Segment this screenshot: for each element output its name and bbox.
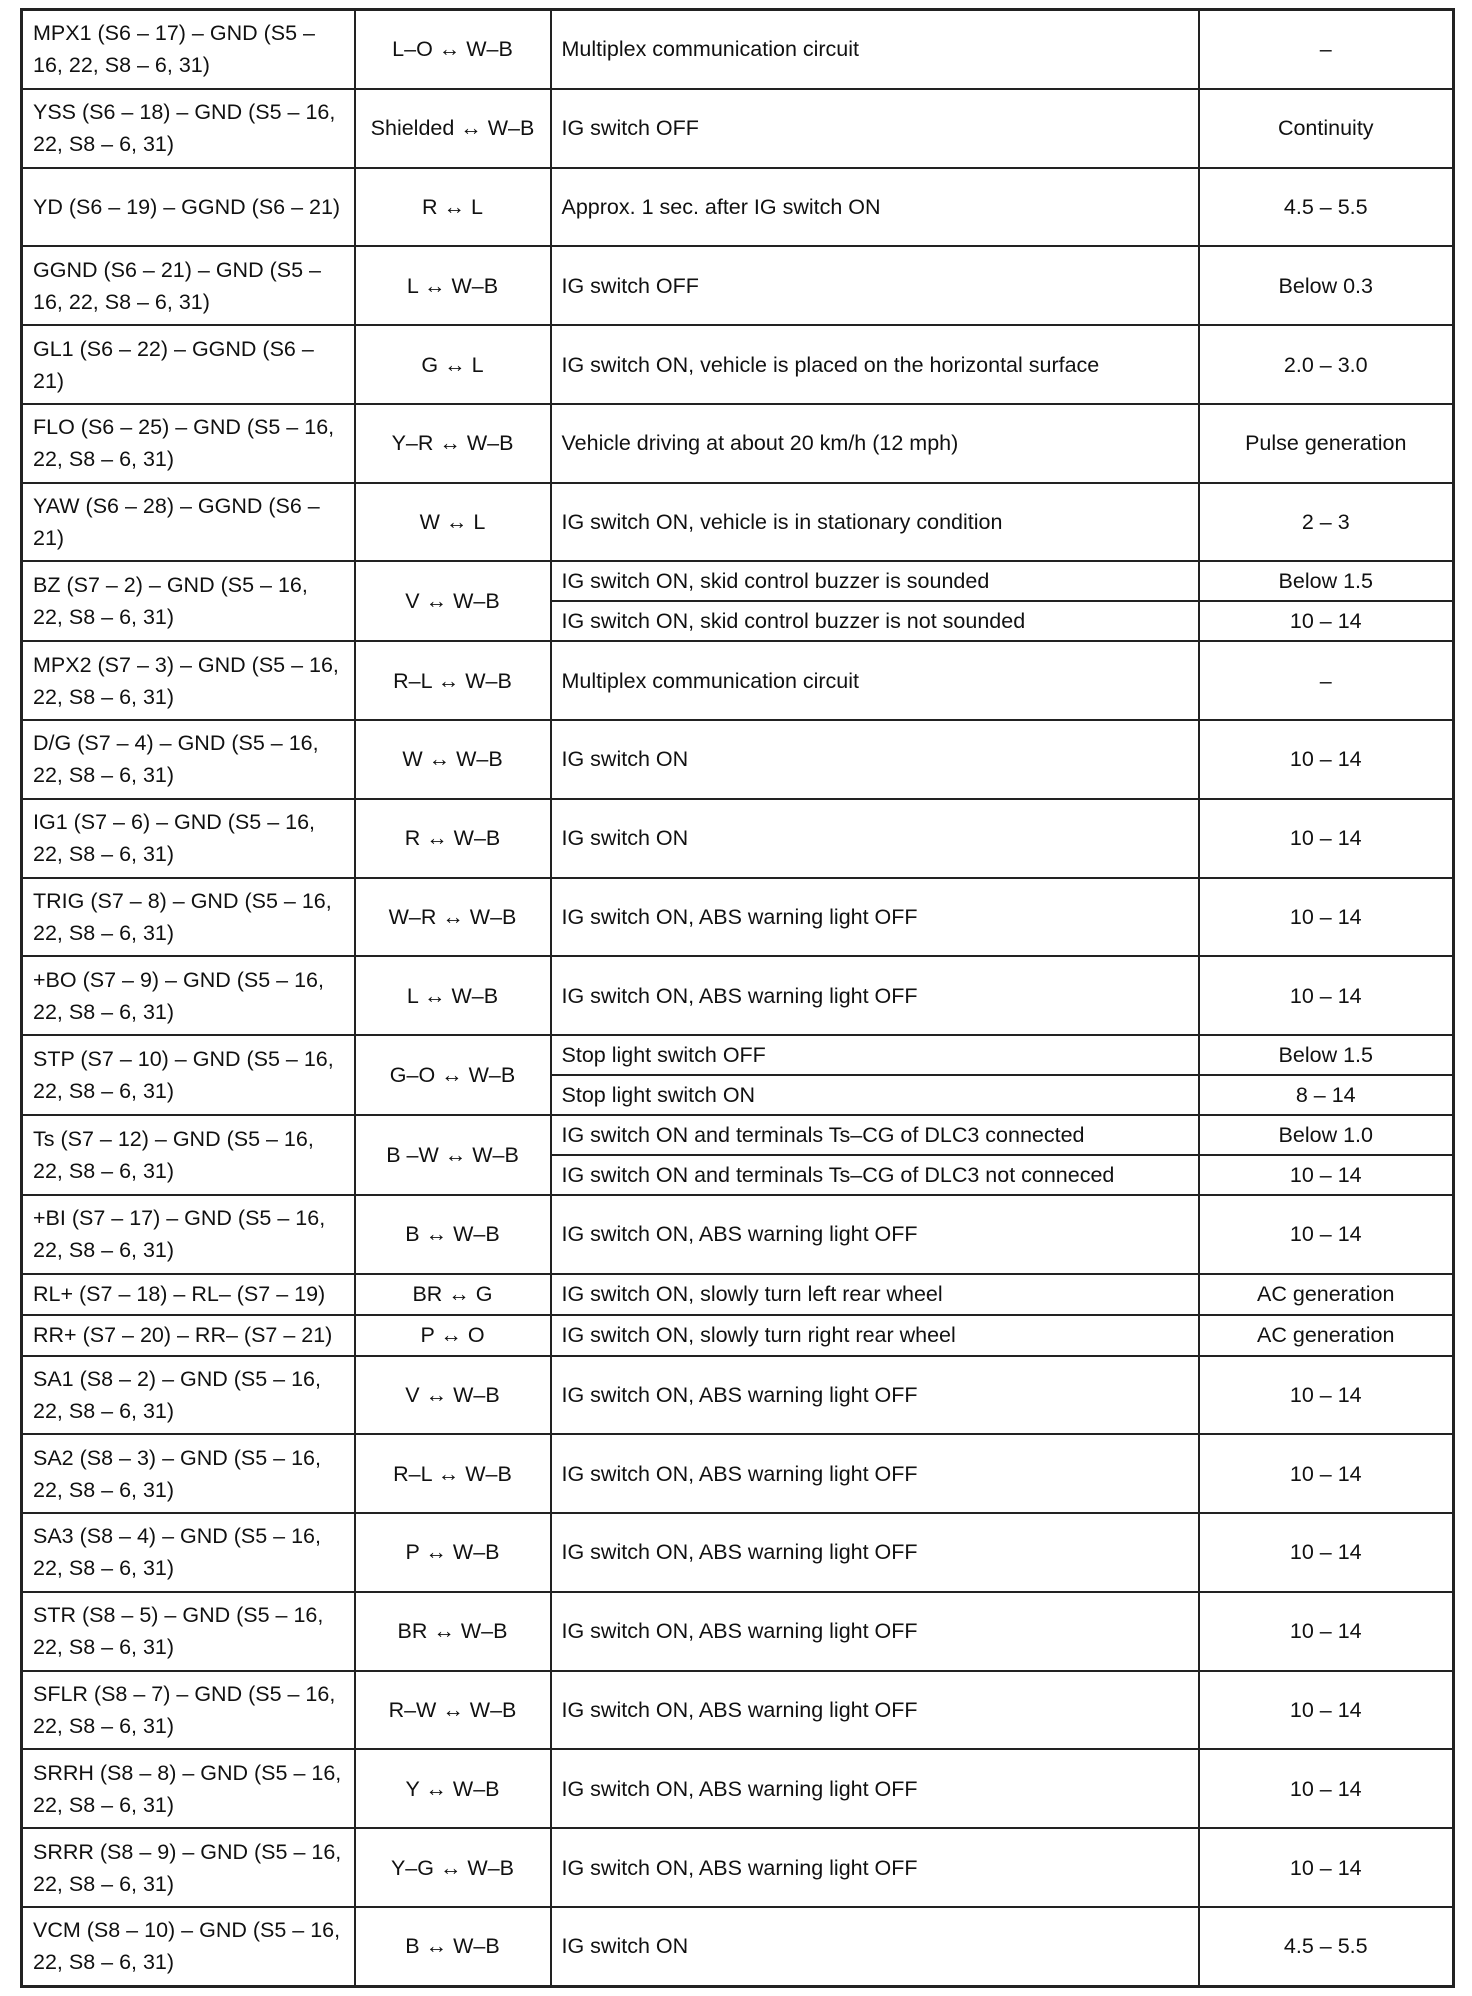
terminal-cell: MPX2 (S7 – 3) – GND (S5 – 16, 22, S8 – 6, 31): [22, 641, 355, 720]
condition-cell: Stop light switch ON: [551, 1075, 1199, 1115]
terminal-cell: RL+ (S7 – 18) – RL– (S7 – 19): [22, 1274, 355, 1315]
condition-cell: IG switch ON, ABS warning light OFF: [551, 1671, 1199, 1750]
terminal-cell: +BI (S7 – 17) – GND (S5 – 16, 22, S8 – 6, 31): [22, 1195, 355, 1274]
terminal-cell: GGND (S6 – 21) – GND (S5 – 16, 22, S8 – 6, 31): [22, 246, 355, 325]
table-row: [22, 1907, 1454, 1987]
table-row: [22, 483, 1454, 562]
specified-value-cell: AC generation: [1199, 1274, 1454, 1315]
table-row: [22, 1749, 1454, 1828]
condition-cell: IG switch ON, ABS warning light OFF: [551, 878, 1199, 957]
terminal-cell: +BO (S7 – 9) – GND (S5 – 16, 22, S8 – 6, 31): [22, 956, 355, 1035]
condition-cell: IG switch OFF: [551, 89, 1199, 168]
specified-value-cell: 2 – 3: [1199, 483, 1454, 562]
terminal-check-table: [20, 8, 1455, 1988]
terminal-cell: D/G (S7 – 4) – GND (S5 – 16, 22, S8 – 6, 31): [22, 720, 355, 799]
terminal-cell: YSS (S6 – 18) – GND (S5 – 16, 22, S8 – 6, 31): [22, 89, 355, 168]
terminal-cell: SRRH (S8 – 8) – GND (S5 – 16, 22, S8 – 6, 31): [22, 1749, 355, 1828]
condition-cell: IG switch ON: [551, 799, 1199, 878]
table-row: [22, 1828, 1454, 1907]
specified-value-cell: 10 – 14: [1199, 1434, 1454, 1513]
specified-value-cell: Below 0.3: [1199, 246, 1454, 325]
terminal-cell: SRRR (S8 – 9) – GND (S5 – 16, 22, S8 – 6, 31): [22, 1828, 355, 1907]
table-row: [22, 1035, 1454, 1075]
condition-cell: IG switch ON, skid control buzzer is not sounded: [551, 601, 1199, 641]
specified-value-cell: 2.0 – 3.0: [1199, 325, 1454, 404]
specified-value-cell: –: [1199, 10, 1454, 89]
condition-cell: Multiplex communication circuit: [551, 641, 1199, 720]
table-row: [22, 956, 1454, 1035]
wiring-color-cell: G ↔ L: [355, 325, 551, 404]
wiring-color-cell: B –W ↔ W–B: [355, 1115, 551, 1195]
specified-value-cell: 10 – 14: [1199, 720, 1454, 799]
terminal-cell: MPX1 (S6 – 17) – GND (S5 – 16, 22, S8 – 6, 31): [22, 10, 355, 89]
table-row: [22, 1315, 1454, 1356]
specified-value-cell: 10 – 14: [1199, 878, 1454, 957]
specified-value-cell: AC generation: [1199, 1315, 1454, 1356]
table-row: [22, 1671, 1454, 1750]
specified-value-cell: Pulse generation: [1199, 404, 1454, 483]
terminal-cell: FLO (S6 – 25) – GND (S5 – 16, 22, S8 – 6, 31): [22, 404, 355, 483]
wiring-color-cell: B ↔ W–B: [355, 1907, 551, 1987]
condition-cell: IG switch ON, ABS warning light OFF: [551, 1434, 1199, 1513]
table-row: [22, 246, 1454, 325]
terminal-cell: SA1 (S8 – 2) – GND (S5 – 16, 22, S8 – 6, 31): [22, 1356, 355, 1435]
condition-cell: IG switch ON and terminals Ts–CG of DLC3 connected: [551, 1115, 1199, 1155]
condition-cell: IG switch ON, ABS warning light OFF: [551, 1592, 1199, 1671]
table-row: [22, 878, 1454, 957]
condition-cell: Approx. 1 sec. after IG switch ON: [551, 168, 1199, 247]
terminal-cell: BZ (S7 – 2) – GND (S5 – 16, 22, S8 – 6, 31): [22, 561, 355, 641]
wiring-color-cell: L–O ↔ W–B: [355, 10, 551, 89]
condition-cell: IG switch ON: [551, 1907, 1199, 1987]
condition-cell: IG switch OFF: [551, 246, 1199, 325]
specified-value-cell: 10 – 14: [1199, 956, 1454, 1035]
condition-cell: IG switch ON and terminals Ts–CG of DLC3 not conneced: [551, 1155, 1199, 1195]
specified-value-cell: 10 – 14: [1199, 1671, 1454, 1750]
terminal-cell: YAW (S6 – 28) – GGND (S6 – 21): [22, 483, 355, 562]
condition-cell: Vehicle driving at about 20 km/h (12 mph): [551, 404, 1199, 483]
condition-cell: IG switch ON, ABS warning light OFF: [551, 1749, 1199, 1828]
wiring-color-cell: G–O ↔ W–B: [355, 1035, 551, 1115]
terminal-cell: STR (S8 – 5) – GND (S5 – 16, 22, S8 – 6, 31): [22, 1592, 355, 1671]
condition-cell: IG switch ON, ABS warning light OFF: [551, 1356, 1199, 1435]
terminal-cell: GL1 (S6 – 22) – GGND (S6 – 21): [22, 325, 355, 404]
table-row: [22, 799, 1454, 878]
table-row: [22, 1434, 1454, 1513]
specified-value-cell: 10 – 14: [1199, 1513, 1454, 1592]
wiring-color-cell: L ↔ W–B: [355, 956, 551, 1035]
terminal-cell: VCM (S8 – 10) – GND (S5 – 16, 22, S8 – 6, 31): [22, 1907, 355, 1987]
condition-cell: IG switch ON, ABS warning light OFF: [551, 1195, 1199, 1274]
condition-cell: IG switch ON, slowly turn right rear wheel: [551, 1315, 1199, 1356]
wiring-color-cell: V ↔ W–B: [355, 1356, 551, 1435]
terminal-cell: SA3 (S8 – 4) – GND (S5 – 16, 22, S8 – 6, 31): [22, 1513, 355, 1592]
wiring-color-cell: W ↔ W–B: [355, 720, 551, 799]
table-row: [22, 1513, 1454, 1592]
condition-cell: IG switch ON, slowly turn left rear wheel: [551, 1274, 1199, 1315]
table-row: [22, 1115, 1454, 1155]
specified-value-cell: Continuity: [1199, 89, 1454, 168]
specified-value-cell: 10 – 14: [1199, 1828, 1454, 1907]
table-row: [22, 641, 1454, 720]
table-row: [22, 1592, 1454, 1671]
table-row: [22, 1356, 1454, 1435]
wiring-color-cell: Shielded ↔ W–B: [355, 89, 551, 168]
specified-value-cell: 10 – 14: [1199, 1356, 1454, 1435]
specified-value-cell: 4.5 – 5.5: [1199, 1907, 1454, 1987]
terminal-cell: YD (S6 – 19) – GGND (S6 – 21): [22, 168, 355, 247]
table-row: [22, 404, 1454, 483]
condition-cell: IG switch ON, ABS warning light OFF: [551, 1828, 1199, 1907]
table-row: [22, 1195, 1454, 1274]
specified-value-cell: 8 – 14: [1199, 1075, 1454, 1115]
wiring-color-cell: W–R ↔ W–B: [355, 878, 551, 957]
terminal-cell: SFLR (S8 – 7) – GND (S5 – 16, 22, S8 – 6, 31): [22, 1671, 355, 1750]
condition-cell: IG switch ON, ABS warning light OFF: [551, 956, 1199, 1035]
wiring-color-cell: P ↔ W–B: [355, 1513, 551, 1592]
specified-value-cell: Below 1.0: [1199, 1115, 1454, 1155]
table-row: [22, 168, 1454, 247]
table-row: [22, 10, 1454, 89]
terminal-cell: Ts (S7 – 12) – GND (S5 – 16, 22, S8 – 6, 31): [22, 1115, 355, 1195]
wiring-color-cell: W ↔ L: [355, 483, 551, 562]
wiring-color-cell: B ↔ W–B: [355, 1195, 551, 1274]
condition-cell: IG switch ON, ABS warning light OFF: [551, 1513, 1199, 1592]
terminal-cell: SA2 (S8 – 3) – GND (S5 – 16, 22, S8 – 6, 31): [22, 1434, 355, 1513]
condition-cell: IG switch ON: [551, 720, 1199, 799]
table-row: [22, 720, 1454, 799]
wiring-color-cell: Y–G ↔ W–B: [355, 1828, 551, 1907]
specified-value-cell: Below 1.5: [1199, 1035, 1454, 1075]
specified-value-cell: 10 – 14: [1199, 1195, 1454, 1274]
terminal-cell: STP (S7 – 10) – GND (S5 – 16, 22, S8 – 6, 31): [22, 1035, 355, 1115]
wiring-color-cell: R–L ↔ W–B: [355, 641, 551, 720]
specified-value-cell: 10 – 14: [1199, 1592, 1454, 1671]
wiring-color-cell: R ↔ W–B: [355, 799, 551, 878]
condition-cell: IG switch ON, vehicle is placed on the horizontal surface: [551, 325, 1199, 404]
condition-cell: Stop light switch OFF: [551, 1035, 1199, 1075]
terminal-cell: TRIG (S7 – 8) – GND (S5 – 16, 22, S8 – 6, 31): [22, 878, 355, 957]
wiring-color-cell: Y–R ↔ W–B: [355, 404, 551, 483]
wiring-color-cell: BR ↔ W–B: [355, 1592, 551, 1671]
condition-cell: IG switch ON, skid control buzzer is sounded: [551, 561, 1199, 601]
condition-cell: IG switch ON, vehicle is in stationary condition: [551, 483, 1199, 562]
terminal-cell: IG1 (S7 – 6) – GND (S5 – 16, 22, S8 – 6, 31): [22, 799, 355, 878]
wiring-color-cell: BR ↔ G: [355, 1274, 551, 1315]
wiring-color-cell: V ↔ W–B: [355, 561, 551, 641]
wiring-color-cell: R ↔ L: [355, 168, 551, 247]
specified-value-cell: Below 1.5: [1199, 561, 1454, 601]
wiring-color-cell: P ↔ O: [355, 1315, 551, 1356]
terminal-cell: RR+ (S7 – 20) – RR– (S7 – 21): [22, 1315, 355, 1356]
table-row: [22, 325, 1454, 404]
specified-value-cell: 10 – 14: [1199, 799, 1454, 878]
wiring-color-cell: Y ↔ W–B: [355, 1749, 551, 1828]
specified-value-cell: –: [1199, 641, 1454, 720]
condition-cell: Multiplex communication circuit: [551, 10, 1199, 89]
wiring-color-cell: R–L ↔ W–B: [355, 1434, 551, 1513]
wiring-color-cell: R–W ↔ W–B: [355, 1671, 551, 1750]
table-row: [22, 89, 1454, 168]
wiring-color-cell: L ↔ W–B: [355, 246, 551, 325]
specified-value-cell: 4.5 – 5.5: [1199, 168, 1454, 247]
specified-value-cell: 10 – 14: [1199, 1155, 1454, 1195]
table-row: [22, 1274, 1454, 1315]
table-row: [22, 561, 1454, 601]
specified-value-cell: 10 – 14: [1199, 1749, 1454, 1828]
specified-value-cell: 10 – 14: [1199, 601, 1454, 641]
